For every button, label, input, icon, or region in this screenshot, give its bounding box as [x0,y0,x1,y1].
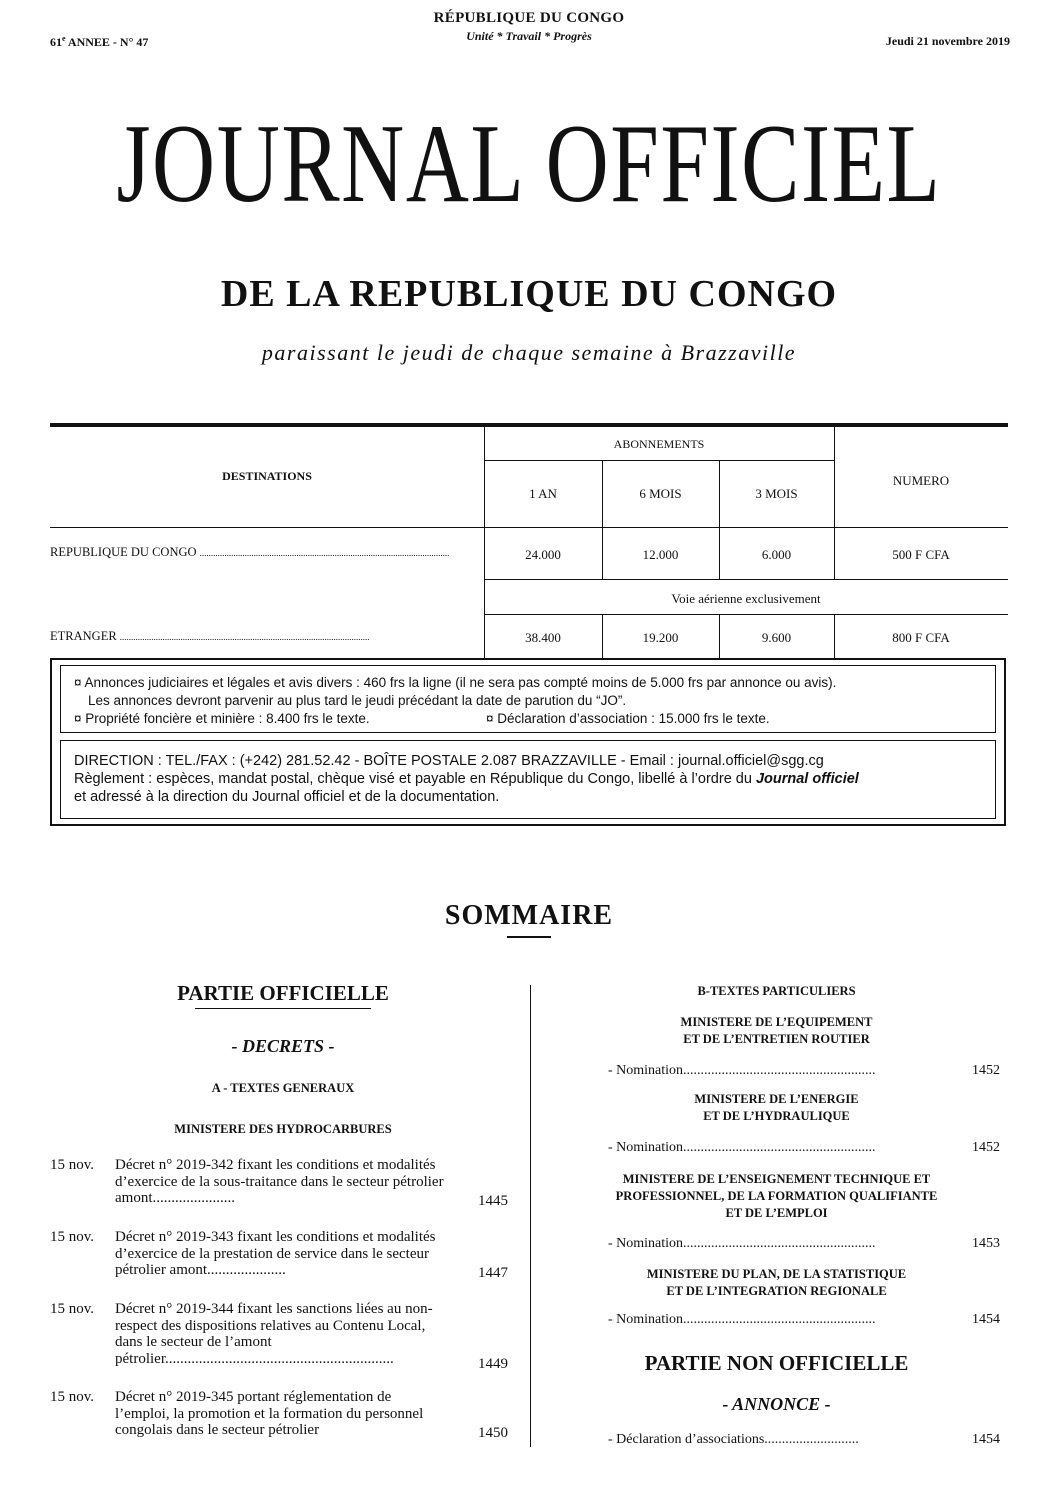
nomination-equipement-page: 1452 [972,1063,1000,1078]
direction-reglement: Règlement : espèces, mandat postal, chèque visé et payable en République du Congo, libellé à l’ordre du Journal officiel [74,771,859,787]
air-mail-note: Voie aérienne exclusivement [671,591,821,606]
nomination-plan[interactable]: - Nomination....................................................... [608,1312,876,1327]
issue-number: 61e ANNEE - N° 47 [50,34,149,49]
textes-particuliers-heading: B-TEXTES PARTICULIERS [697,984,856,998]
period-6mois: 6 MOIS [639,486,682,501]
entry-3-text[interactable]: Décret n° 2019-344 fixant les sanctions liées au non-respect des dispositions relatives au Contenu Local, dans le secteur de l’amont pétrolier............................................................. [115,1301,433,1367]
ministere-enseignement-heading: MINISTERE DE L’ENSEIGNEMENT TECHNIQUE ET PROFESSIONNEL, DE LA FORMATION QUALIFIANTE ET DE L’EMPLOI [615,1172,938,1220]
direction-contact: DIRECTION : TEL./FAX : (+242) 281.52.42 - BOÎTE POSTALE 2.087 BRAZZAVILLE - Email : journal.officiel@sgg.cg [74,753,824,769]
nomination-equipement[interactable]: - Nomination....................................................... [608,1063,876,1078]
notice-annonces: ¤ Annonces judiciaires et légales et avis divers : 460 frs la ligne (il ne sera pas compté moins de 5.000 frs par annonce ou avis). [74,675,837,690]
annonce-heading: - ANNONCE - [722,1394,831,1414]
decrets-heading: - DECRETS - [231,1036,335,1056]
abonnements-header: ABONNEMENTS [613,437,705,451]
entry-4-text[interactable]: Décret n° 2019-345 portant réglementation de l’emploi, la promotion et la formation du personnel congolais dans le secteur pétrolier [115,1389,424,1438]
destinations-header: DESTINATIONS [222,469,312,483]
country-name: RÉPUBLIQUE DU CONGO [433,10,625,26]
row-congo-numero: 500 F CFA [892,547,950,562]
declaration-associations-page: 1454 [972,1432,1000,1447]
issue-date: Jeudi 21 novembre 2019 [885,34,1010,48]
entry-2-page: 1447 [478,1265,508,1281]
row-congo-3mois: 6.000 [761,547,792,562]
row-etranger-3mois: 9.600 [761,630,792,645]
entry-2-text[interactable]: Décret n° 2019-343 fixant les conditions et modalités d’exercice de la prestation de service dans le secteur pétrolier amont..................... [115,1229,436,1278]
entry-3-date: 15 nov. [50,1301,95,1317]
national-motto: Unité * Travail * Progrès [466,29,592,43]
entry-4-page: 1450 [478,1425,508,1441]
nomination-energie-page: 1452 [972,1140,1000,1155]
period-1an: 1 AN [529,486,557,501]
row-etranger-label: ETRANGER ............................................................................................................... [50,629,370,643]
ministere-energie-heading: MINISTERE DE L’ENERGIE ET DE L’HYDRAULIQUE [694,1092,859,1123]
textes-generaux-heading: A - TEXTES GENERAUX [211,1081,355,1095]
ministere-plan-heading: MINISTERE DU PLAN, DE LA STATISTIQUE ET DE L’INTEGRATION REGIONALE [646,1267,907,1298]
declaration-associations[interactable]: - Déclaration d’associations........................... [608,1432,859,1447]
partie-officielle-heading: PARTIE OFFICIELLE [177,981,389,1005]
partie-non-officielle-heading: PARTIE NON OFFICIELLE [644,1351,909,1375]
entry-1-text[interactable]: Décret n° 2019-342 fixant les conditions et modalités d’exercice de la sous-traitance dans le secteur pétrolier amont...................... [115,1157,444,1206]
row-etranger-6mois: 19.200 [642,630,679,645]
row-etranger-numero: 800 F CFA [892,630,950,645]
nomination-enseignement[interactable]: - Nomination....................................................... [608,1236,876,1251]
journal-title: JOURNAL OFFICIEL [116,102,942,226]
row-congo-6mois: 12.000 [642,547,679,562]
journal-tagline: paraissant le jeudi de chaque semaine à Brazzaville [261,340,797,365]
nomination-energie[interactable]: - Nomination....................................................... [608,1140,876,1155]
period-3mois: 3 MOIS [755,486,798,501]
column-divider [530,985,531,1447]
entry-1-page: 1445 [478,1193,508,1209]
partie-underline [195,1008,371,1009]
sommaire-title: SOMMAIRE [444,900,614,931]
journal-subtitle: DE LA REPUBLIQUE DU CONGO [220,273,838,315]
ministere-hydrocarbures-heading: MINISTERE DES HYDROCARBURES [174,1122,392,1136]
entry-1-date: 15 nov. [50,1157,95,1173]
nomination-plan-page: 1454 [972,1312,1000,1327]
ministere-equipement-heading: MINISTERE DE L’EQUIPEMENT ET DE L’ENTRETIEN ROUTIER [680,1015,873,1046]
nomination-enseignement-page: 1453 [972,1236,1000,1251]
entry-2-date: 15 nov. [50,1229,95,1245]
entry-4-date: 15 nov. [50,1389,95,1405]
row-etranger-1an: 38.400 [525,630,561,645]
notice-association: ¤ Déclaration d’association : 15.000 frs le texte. [486,711,770,726]
sommaire-underline [507,936,551,938]
row-congo-label: REPUBLIQUE DU CONGO ............................................................................................................... [50,545,450,559]
row-congo-1an: 24.000 [525,547,561,562]
notice-delai: Les annonces devront parvenir au plus tard le jeudi précédant la date de parution du “JO”. [88,693,627,708]
notice-propriete: ¤ Propriété foncière et minière : 8.400 frs le texte. [74,711,370,726]
numero-header: NUMERO [892,473,950,488]
direction-adresse: et adressé à la direction du Journal officiel et de la documentation. [74,789,500,805]
entry-3-page: 1449 [478,1356,508,1372]
